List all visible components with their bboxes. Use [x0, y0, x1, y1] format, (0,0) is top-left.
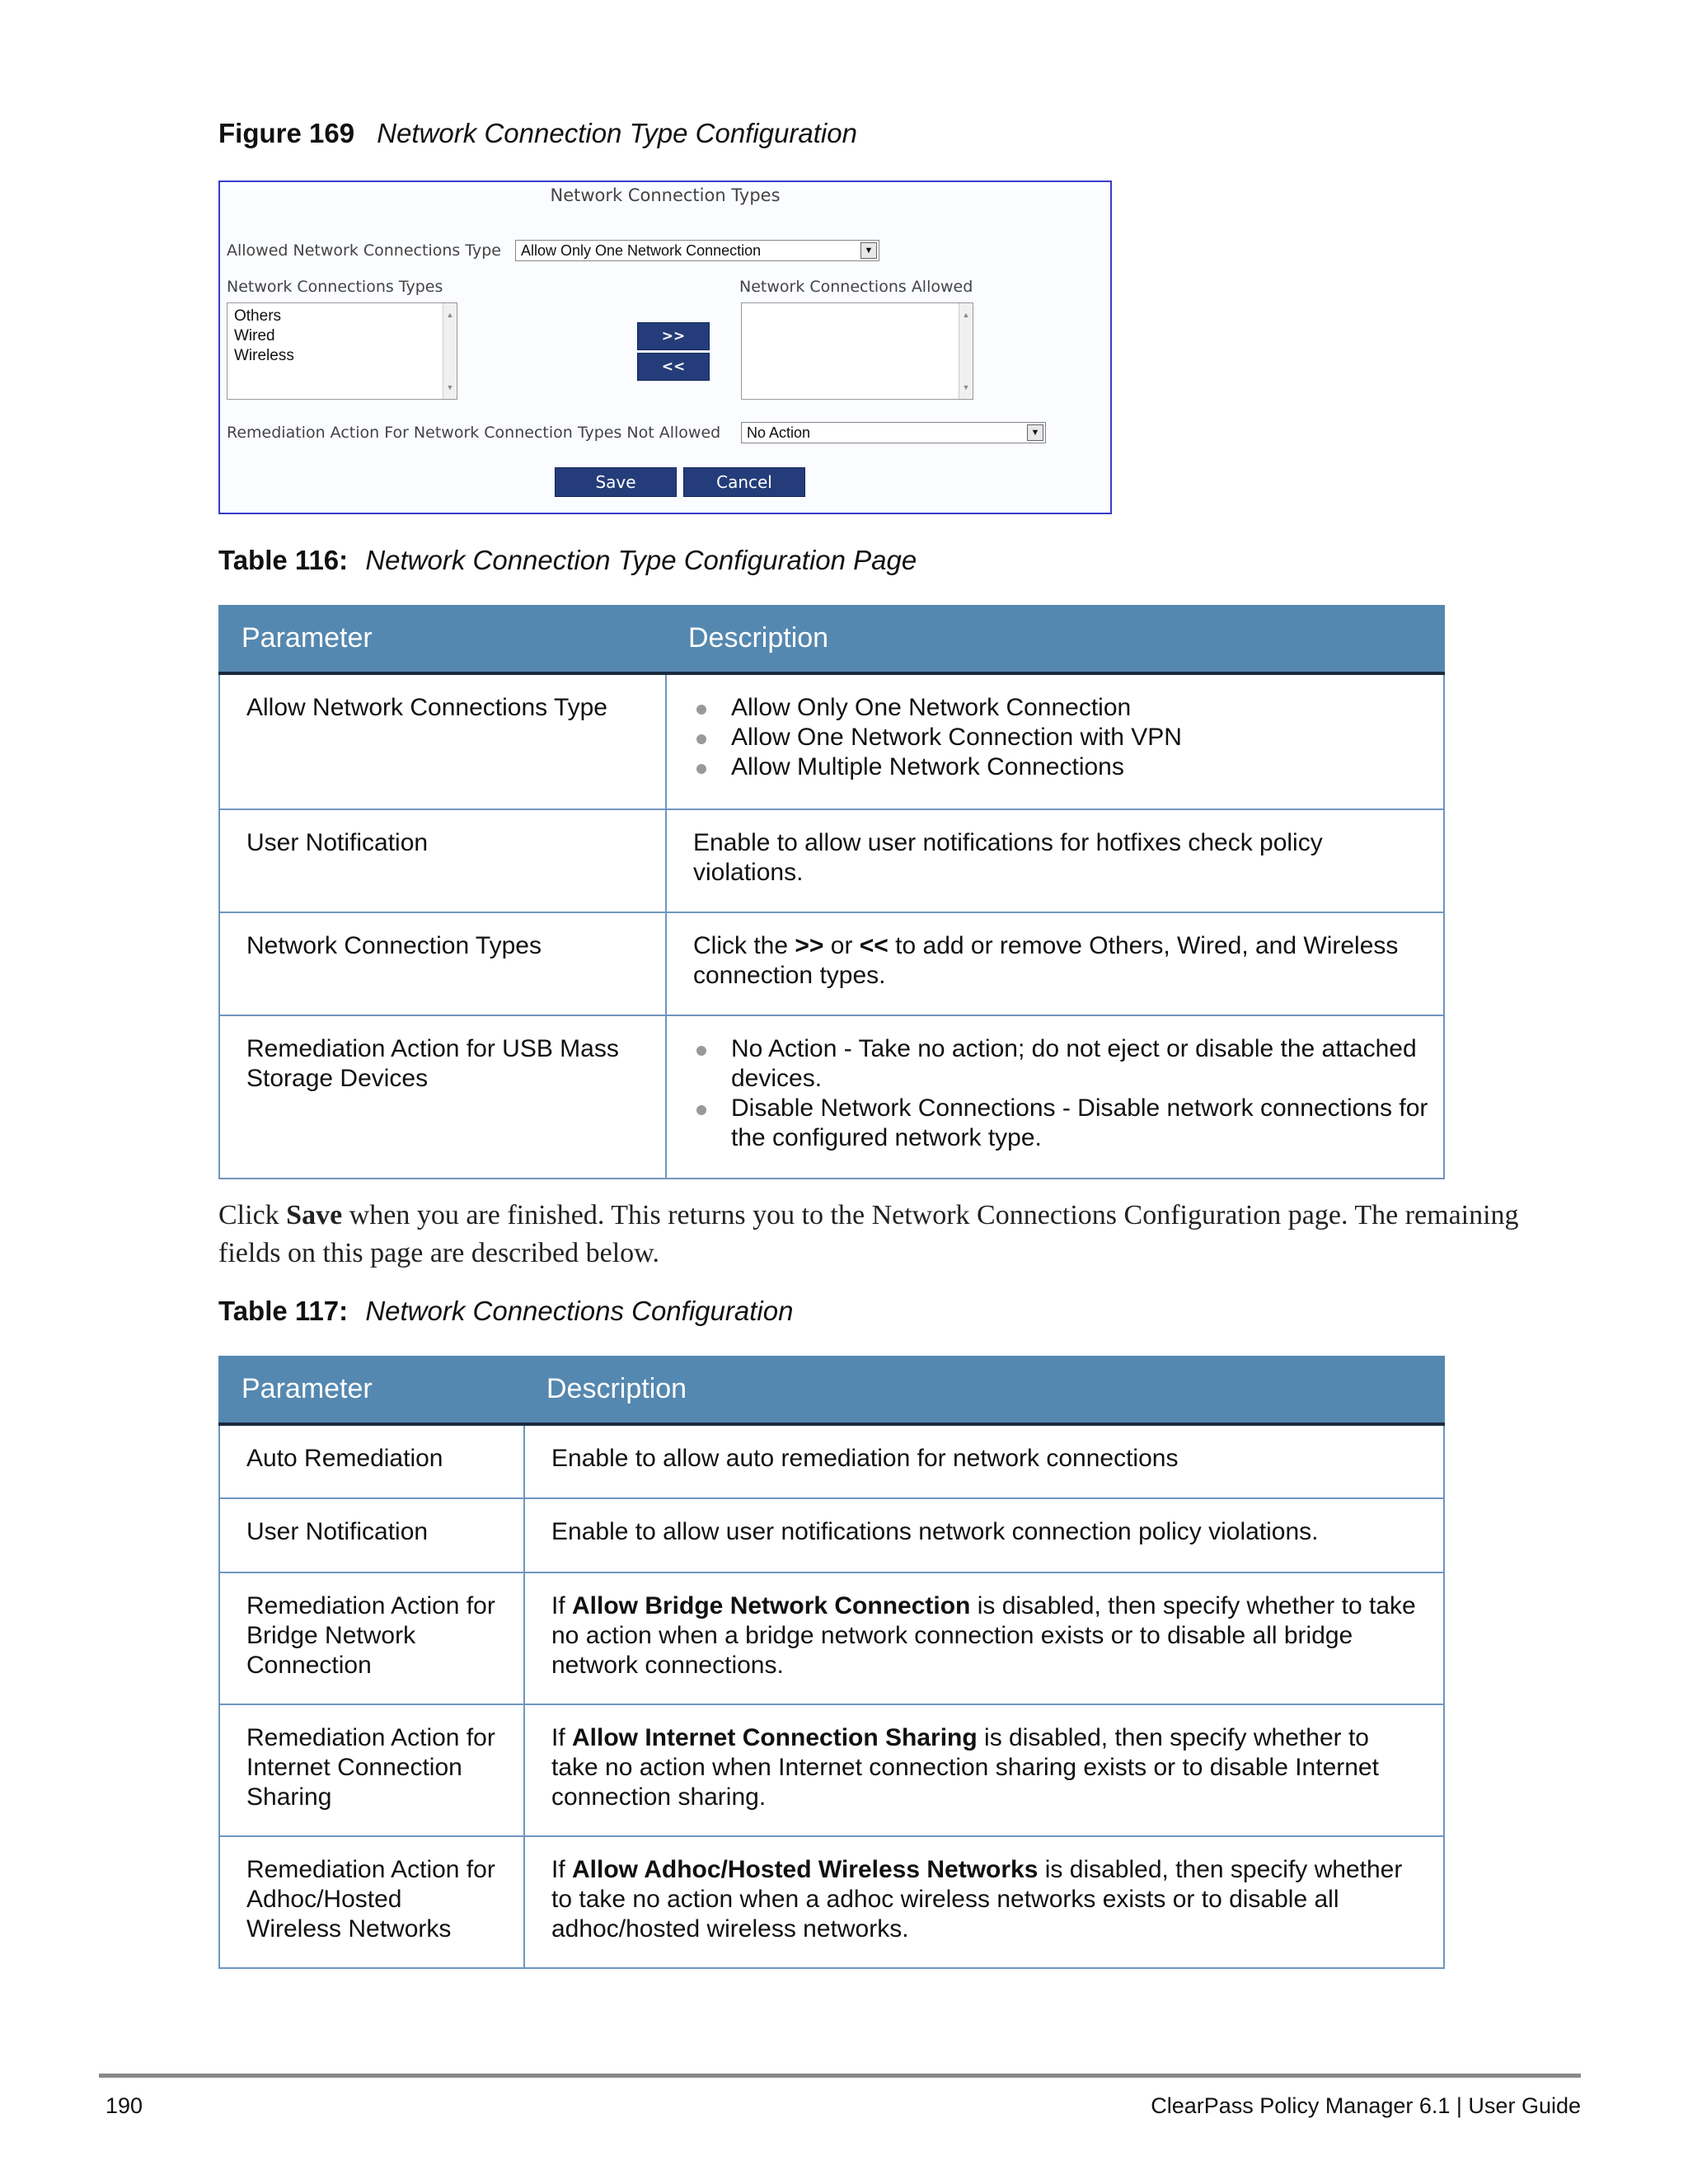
table-row: [219, 1836, 1444, 1968]
allowed-type-label: Allowed Network Connections Type: [227, 241, 501, 260]
desc-cell: Enable to allow user notifications for hotfixes check policy violations.: [666, 809, 1444, 912]
table-caption: [218, 545, 917, 576]
table-number: Table 116:: [218, 545, 349, 575]
ui-label: Allow Bridge Network Connection: [572, 1592, 971, 1619]
footer-divider: [99, 2074, 1581, 2078]
table-row: [219, 1015, 1444, 1179]
cancel-button[interactable]: Cancel: [683, 467, 805, 497]
header-parameter: Parameter: [219, 1356, 524, 1424]
table-row: [219, 1498, 1444, 1572]
desc-text: to add or remove Others, Wired, and Wireless connection types.: [693, 932, 1399, 989]
scrollbar[interactable]: ▲ ▼: [959, 303, 973, 399]
bullet-item: Allow Multiple Network Connections: [693, 752, 1417, 782]
bullet-item: No Action - Take no action; do not eject or disable the attached devices.: [693, 1034, 1432, 1094]
types-label: Network Connections Types: [227, 278, 443, 296]
table-row: [219, 1704, 1444, 1836]
desc-text: or: [823, 932, 860, 959]
desc-cell: [666, 1015, 1444, 1179]
desc-text: If: [551, 1592, 573, 1619]
desc-cell: Enable to allow user notifications network connection policy violations.: [524, 1498, 1444, 1572]
panel-title: Network Connection Types: [550, 185, 781, 205]
para-text: when you are finished. This returns you to the Network Connections Configuration page. The remaining fields on this page are described below.: [218, 1200, 1519, 1268]
desc-cell: [666, 912, 1444, 1015]
ui-label: >>: [795, 932, 824, 959]
desc-text: is disabled, then specify whether to take no action when a adhoc wireless networks exists or to disable all adhoc/hosted wireless networks.: [551, 1856, 1403, 1943]
header-description: Description: [666, 605, 1444, 673]
table-row: [219, 809, 1444, 912]
table-title: Network Connections Configuration: [365, 1296, 794, 1326]
table-header-row: [219, 1356, 1444, 1424]
ui-label: <<: [859, 932, 889, 959]
ui-label: Allow Adhoc/Hosted Wireless Networks: [572, 1856, 1039, 1883]
param-cell: Allow Network Connections Type: [219, 673, 666, 809]
param-cell: Network Connection Types: [219, 912, 666, 1015]
chevron-down-icon: ▼: [860, 242, 877, 259]
list-item[interactable]: Wired: [234, 327, 275, 344]
remove-button[interactable]: <<: [637, 353, 710, 381]
figure-number: Figure 169: [218, 118, 355, 148]
param-cell: Auto Remediation: [219, 1424, 524, 1498]
remediation-select[interactable]: [741, 422, 1046, 443]
doc-title: ClearPass Policy Manager 6.1 | User Guide: [1151, 2093, 1581, 2118]
bullet-item: Allow Only One Network Connection: [693, 693, 1417, 723]
body-paragraph: [218, 1197, 1554, 1272]
allowed-label: Network Connections Allowed: [739, 278, 973, 296]
table-number: Table 117:: [218, 1296, 349, 1326]
param-cell: Remediation Action for Internet Connection Sharing: [219, 1704, 524, 1836]
table-row: [219, 673, 1444, 809]
scrollbar[interactable]: ▲ ▼: [443, 303, 457, 399]
desc-text: is disabled, then specify whether to take no action when Internet connection sharing exists or to disable Internet connection sharing.: [551, 1724, 1379, 1811]
table-header-row: [219, 605, 1444, 673]
chevron-down-icon: ▼: [1027, 424, 1043, 441]
add-button[interactable]: >>: [637, 322, 710, 350]
desc-text: If: [551, 1724, 573, 1751]
desc-cell: [524, 1836, 1444, 1968]
desc-cell: Enable to allow auto remediation for network connections: [524, 1424, 1444, 1498]
param-cell: User Notification: [219, 1498, 524, 1572]
bullet-item: Disable Network Connections - Disable network connections for the configured network type.: [693, 1094, 1432, 1153]
types-listbox[interactable]: [227, 302, 457, 400]
param-cell: Remediation Action for Bridge Network Connection: [219, 1572, 524, 1704]
param-cell: User Notification: [219, 809, 666, 912]
table-116: [218, 605, 1445, 1179]
ui-label: Allow Internet Connection Sharing: [572, 1724, 978, 1751]
list-item[interactable]: Others: [234, 307, 282, 325]
allowed-type-value: Allow Only One Network Connection: [521, 242, 762, 259]
para-text: Click: [218, 1200, 287, 1230]
table-row: [219, 912, 1444, 1015]
desc-cell: [524, 1572, 1444, 1704]
remediation-label: Remediation Action For Network Connection Types Not Allowed: [227, 424, 721, 442]
bullet-item: Allow One Network Connection with VPN: [693, 723, 1417, 752]
param-cell: Remediation Action for USB Mass Storage Devices: [219, 1015, 666, 1179]
desc-text: is disabled, then specify whether to take no action when a bridge network connection exists or to disable all bridge network connections.: [551, 1592, 1416, 1679]
allowed-type-select[interactable]: [515, 240, 879, 261]
figure-title: Network Connection Type Configuration: [377, 118, 857, 148]
desc-cell: [524, 1704, 1444, 1836]
page-number: 190: [106, 2093, 143, 2118]
desc-text: If: [551, 1856, 573, 1883]
table-caption: [218, 1296, 793, 1327]
table-row: [219, 1424, 1444, 1498]
list-item[interactable]: Wireless: [234, 347, 294, 364]
table-117: [218, 1356, 1445, 1969]
header-description: Description: [524, 1356, 1444, 1424]
para-bold: Save: [286, 1200, 343, 1230]
save-button[interactable]: Save: [555, 467, 677, 497]
desc-text: Click the: [693, 932, 795, 959]
param-cell: Remediation Action for Adhoc/Hosted Wireless Networks: [219, 1836, 524, 1968]
figure-screenshot: [218, 180, 1112, 514]
remediation-value: No Action: [747, 424, 811, 441]
table-row: [219, 1572, 1444, 1704]
header-parameter: Parameter: [219, 605, 666, 673]
table-title: Network Connection Type Configuration Page: [365, 545, 917, 575]
allowed-listbox[interactable]: [741, 302, 973, 400]
figure-caption: [218, 118, 857, 149]
desc-cell: [666, 673, 1444, 809]
